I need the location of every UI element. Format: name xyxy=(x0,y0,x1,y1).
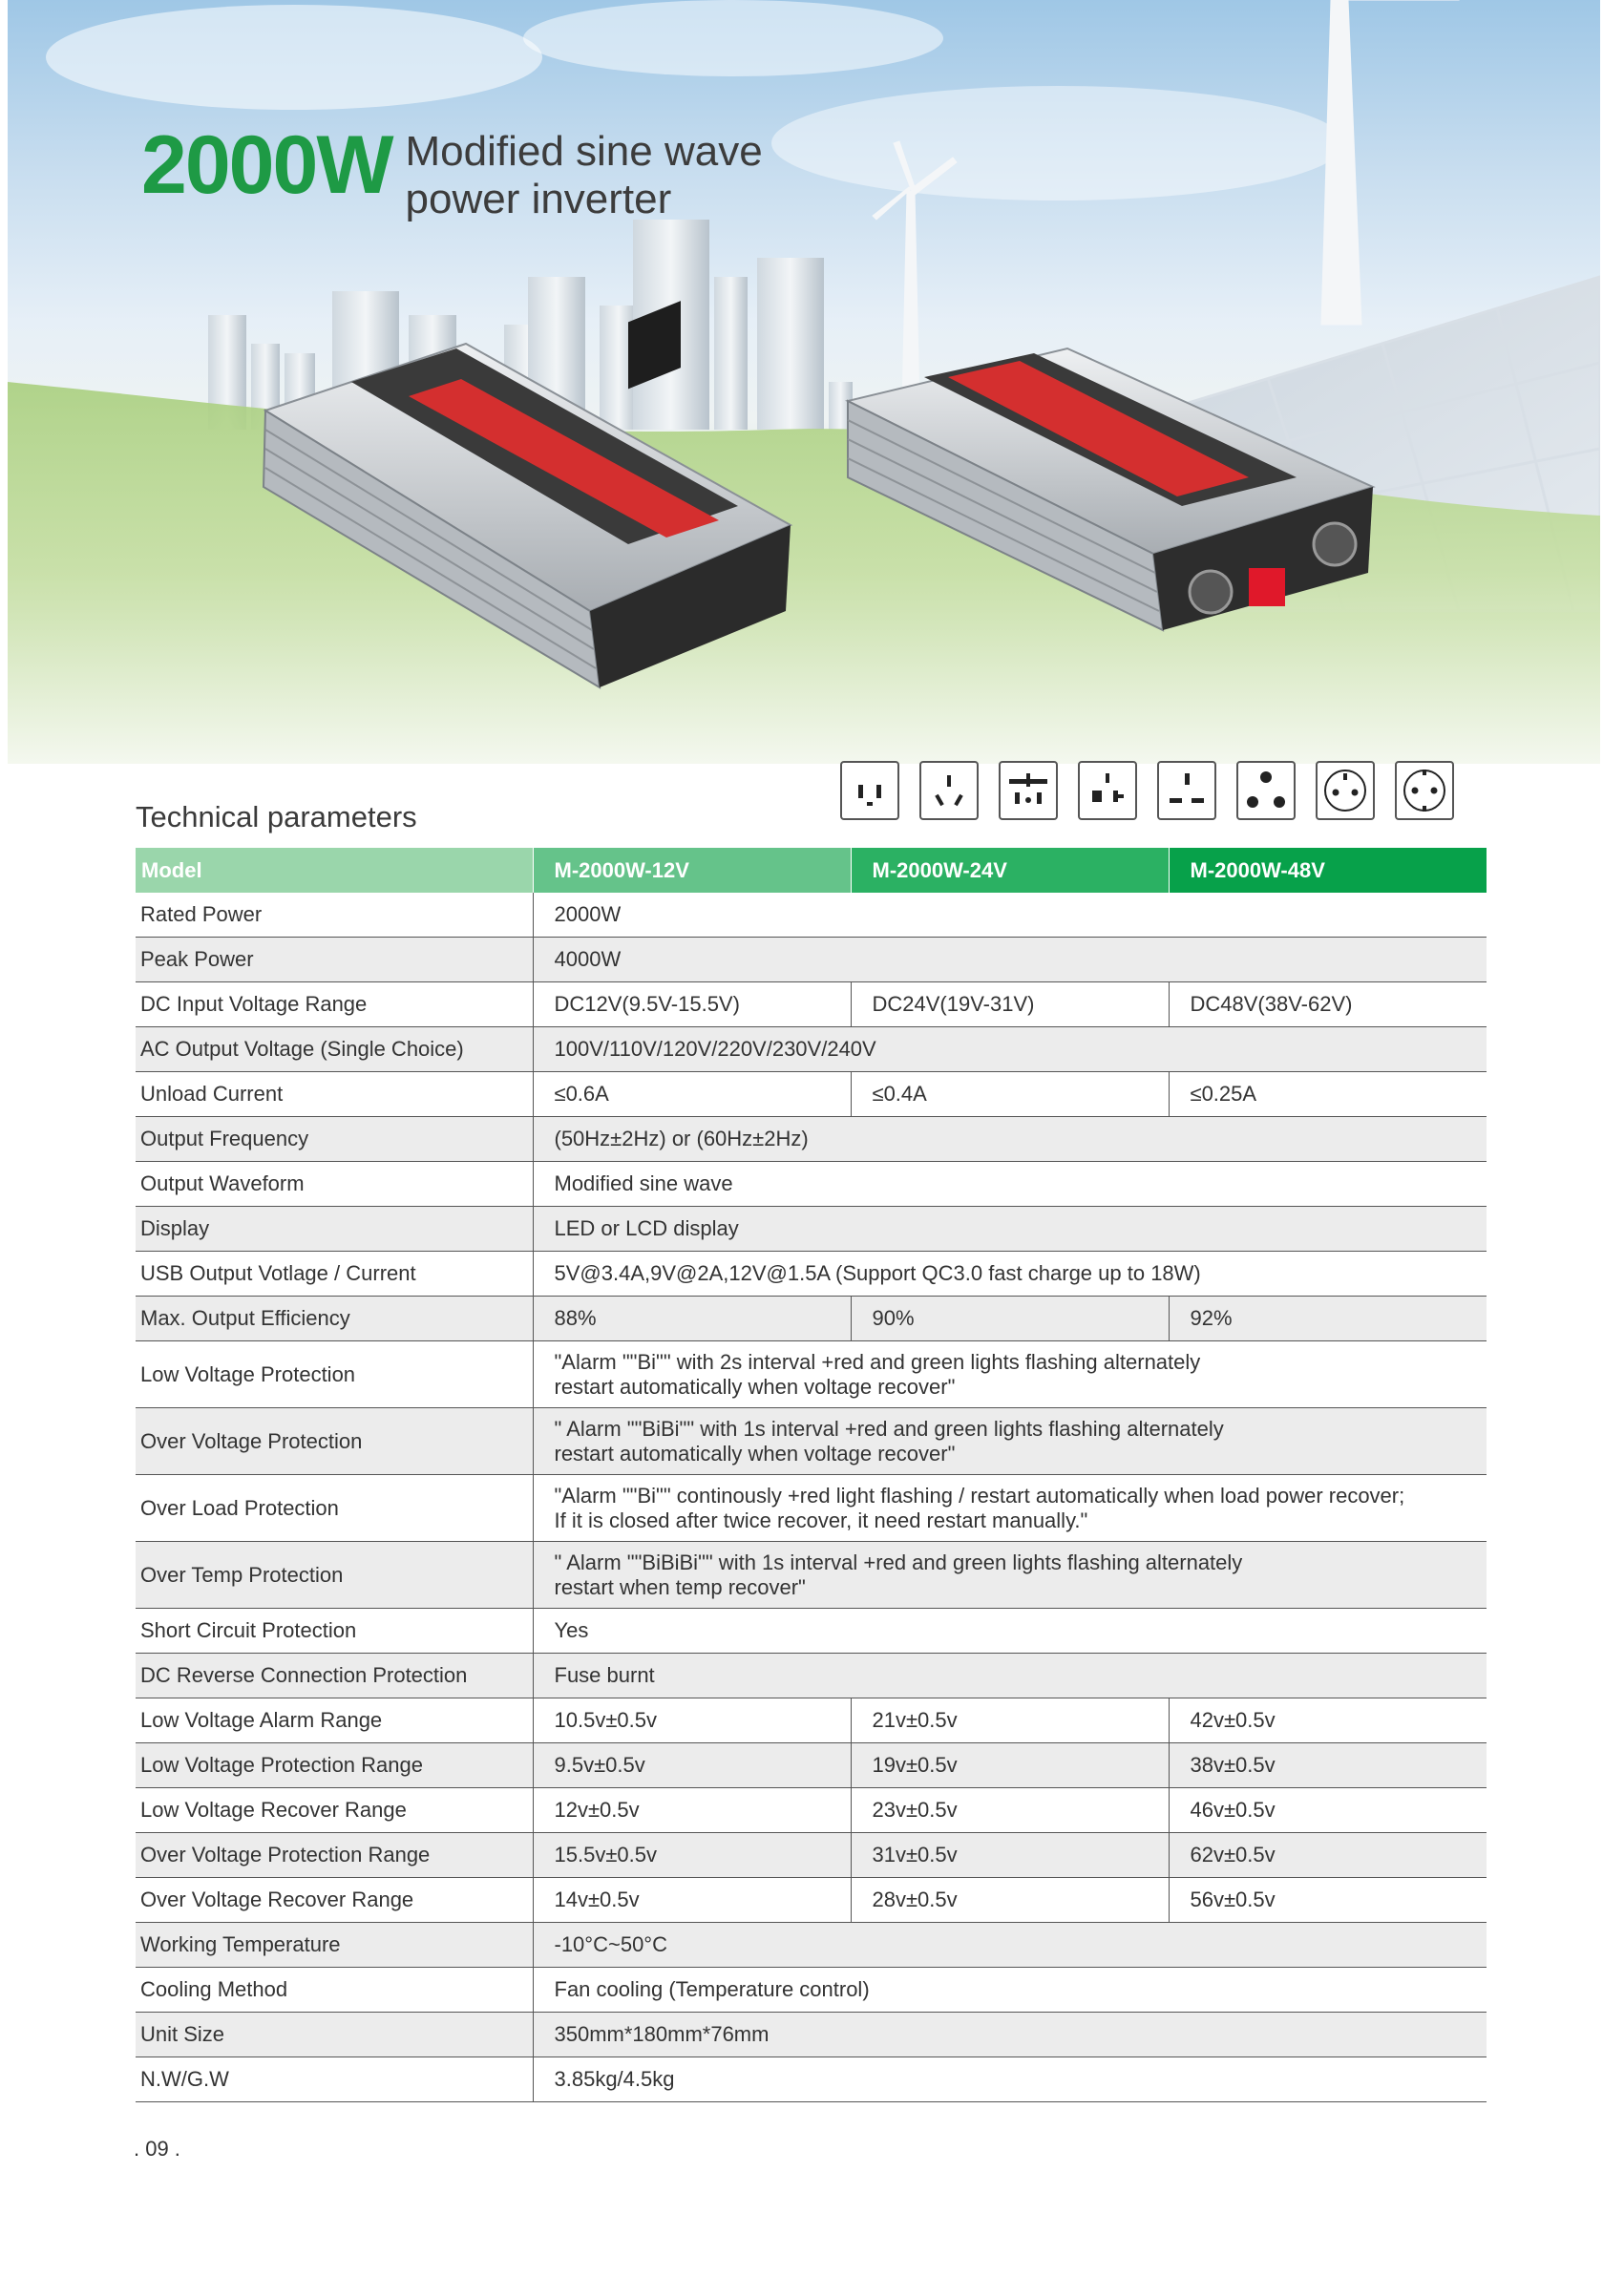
power-rating: 2000W xyxy=(141,119,392,211)
row-value-line-1: " Alarm ""BiBiBi"" with 1s interval +red and green lights flashing alternately xyxy=(554,1550,1243,1574)
row-value xyxy=(533,1341,1487,1408)
row-value-12v: 12v±0.5v xyxy=(533,1788,851,1833)
french-socket-icon xyxy=(1316,761,1375,820)
row-value-24v: 23v±0.5v xyxy=(851,1788,1169,1833)
uk-socket-icon xyxy=(1157,761,1216,820)
row-label: DC Reverse Connection Protection xyxy=(136,1654,533,1698)
row-label: N.W/G.W xyxy=(136,2057,533,2102)
row-label: Over Load Protection xyxy=(136,1475,533,1542)
table-row xyxy=(136,1878,1487,1923)
row-value: 2000W xyxy=(533,893,1487,938)
header-48v: M-2000W-48V xyxy=(1169,848,1487,893)
row-value-line-1: "Alarm ""Bi"" with 2s interval +red and green lights flashing alternately xyxy=(554,1349,1201,1374)
hero-illustration xyxy=(8,0,1600,764)
us-socket-icon xyxy=(840,761,899,820)
row-value: 350mm*180mm*76mm xyxy=(533,2013,1487,2057)
row-label: Unit Size xyxy=(136,2013,533,2057)
table-row xyxy=(136,1788,1487,1833)
row-value-12v: 14v±0.5v xyxy=(533,1878,851,1923)
table-row xyxy=(136,1027,1487,1072)
row-value xyxy=(533,1475,1487,1542)
row-value-12v: ≤0.6A xyxy=(533,1072,851,1117)
row-value-24v: 31v±0.5v xyxy=(851,1833,1169,1878)
row-label: Working Temperature xyxy=(136,1923,533,1968)
row-label: Low Voltage Recover Range xyxy=(136,1788,533,1833)
row-value-48v: 62v±0.5v xyxy=(1169,1833,1487,1878)
socket-icons xyxy=(840,761,1454,820)
table-row xyxy=(136,1968,1487,2013)
row-label: Cooling Method xyxy=(136,1968,533,2013)
row-label: Over Voltage Protection xyxy=(136,1408,533,1475)
table-row xyxy=(136,1698,1487,1743)
table-row xyxy=(136,1207,1487,1252)
row-value-12v: 10.5v±0.5v xyxy=(533,1698,851,1743)
row-value: Yes xyxy=(533,1609,1487,1654)
table-row xyxy=(136,982,1487,1027)
row-value-line-2: If it is closed after twice recover, it need restart manually." xyxy=(554,1508,1088,1532)
row-label: USB Output Votlage / Current xyxy=(136,1252,533,1297)
row-value: 4000W xyxy=(533,938,1487,982)
row-value-24v: ≤0.4A xyxy=(851,1072,1169,1117)
row-label: Output Waveform xyxy=(136,1162,533,1207)
row-value-48v: 46v±0.5v xyxy=(1169,1788,1487,1833)
row-value-24v: 28v±0.5v xyxy=(851,1878,1169,1923)
table-row xyxy=(136,1475,1487,1542)
subtitle-line-2: power inverter xyxy=(405,176,672,222)
row-value-12v: 9.5v±0.5v xyxy=(533,1743,851,1788)
row-label: AC Output Voltage (Single Choice) xyxy=(136,1027,533,1072)
row-value-line-1: "Alarm ""Bi"" continously +red light flashing / restart automatically when load power recover; xyxy=(554,1483,1405,1508)
row-value: Fan cooling (Temperature control) xyxy=(533,1968,1487,2013)
row-value-24v: 90% xyxy=(851,1297,1169,1341)
subtitle-line-1: Modified sine wave xyxy=(405,128,763,175)
row-value: 5V@3.4A,9V@2A,12V@1.5A (Support QC3.0 fast charge up to 18W) xyxy=(533,1252,1487,1297)
table-row xyxy=(136,1117,1487,1162)
header-model: Model xyxy=(136,848,533,893)
row-value-48v: DC48V(38V-62V) xyxy=(1169,982,1487,1027)
table-row xyxy=(136,2057,1487,2102)
row-label: Display xyxy=(136,1207,533,1252)
row-label: Short Circuit Protection xyxy=(136,1609,533,1654)
table-row xyxy=(136,1297,1487,1341)
row-value: 100V/110V/120V/220V/230V/240V xyxy=(533,1027,1487,1072)
row-label: Peak Power xyxy=(136,938,533,982)
row-value-48v: 56v±0.5v xyxy=(1169,1878,1487,1923)
table-row xyxy=(136,1341,1487,1408)
table-row xyxy=(136,1542,1487,1609)
hero-banner xyxy=(8,0,1600,764)
row-label: Over Voltage Protection Range xyxy=(136,1833,533,1878)
row-value: 3.85kg/4.5kg xyxy=(533,2057,1487,2102)
table-row xyxy=(136,1833,1487,1878)
header-24v: M-2000W-24V xyxy=(851,848,1169,893)
row-value-line-2: restart automatically when voltage recover" xyxy=(554,1374,956,1399)
row-value-24v: DC24V(19V-31V) xyxy=(851,982,1169,1027)
row-value-12v: 88% xyxy=(533,1297,851,1341)
row-value-48v: 42v±0.5v xyxy=(1169,1698,1487,1743)
row-label: DC Input Voltage Range xyxy=(136,982,533,1027)
table-row xyxy=(136,1162,1487,1207)
table-row xyxy=(136,2013,1487,2057)
table-row xyxy=(136,1654,1487,1698)
spec-table xyxy=(136,848,1487,2102)
row-value-line-1: " Alarm ""BiBi"" with 1s interval +red and green lights flashing alternately xyxy=(554,1416,1224,1441)
headline xyxy=(141,119,763,223)
table-row xyxy=(136,938,1487,982)
section-title: Technical parameters xyxy=(136,800,417,833)
table-row xyxy=(136,1252,1487,1297)
row-label: Low Voltage Protection Range xyxy=(136,1743,533,1788)
row-value xyxy=(533,1408,1487,1475)
row-value-line-2: restart when temp recover" xyxy=(554,1574,806,1599)
row-value: Fuse burnt xyxy=(533,1654,1487,1698)
header-12v: M-2000W-12V xyxy=(533,848,851,893)
row-label: Unload Current xyxy=(136,1072,533,1117)
product-subtitle xyxy=(406,128,763,223)
row-value-48v: 92% xyxy=(1169,1297,1487,1341)
table-row xyxy=(136,1408,1487,1475)
row-value: LED or LCD display xyxy=(533,1207,1487,1252)
table-header-row xyxy=(136,848,1487,893)
row-label: Over Temp Protection xyxy=(136,1542,533,1609)
table-row xyxy=(136,1072,1487,1117)
row-value: -10°C~50°C xyxy=(533,1923,1487,1968)
row-value-12v: DC12V(9.5V-15.5V) xyxy=(533,982,851,1027)
australia-socket-icon xyxy=(919,761,979,820)
row-value-24v: 21v±0.5v xyxy=(851,1698,1169,1743)
row-value-12v: 15.5v±0.5v xyxy=(533,1833,851,1878)
row-value: Modified sine wave xyxy=(533,1162,1487,1207)
schuko-socket-icon xyxy=(1395,761,1454,820)
page-number: . 09 . xyxy=(134,2137,180,2161)
universal-socket-icon xyxy=(999,761,1058,820)
table-row xyxy=(136,1609,1487,1654)
table-row xyxy=(136,893,1487,938)
table-row xyxy=(136,1743,1487,1788)
row-value xyxy=(533,1542,1487,1609)
swiss-socket-icon xyxy=(1236,761,1296,820)
row-label: Max. Output Efficiency xyxy=(136,1297,533,1341)
row-label: Output Frequency xyxy=(136,1117,533,1162)
row-label: Rated Power xyxy=(136,893,533,938)
row-value-48v: ≤0.25A xyxy=(1169,1072,1487,1117)
row-value-48v: 38v±0.5v xyxy=(1169,1743,1487,1788)
row-label: Low Voltage Protection xyxy=(136,1341,533,1408)
row-value-24v: 19v±0.5v xyxy=(851,1743,1169,1788)
row-label: Low Voltage Alarm Range xyxy=(136,1698,533,1743)
row-value: (50Hz±2Hz) or (60Hz±2Hz) xyxy=(533,1117,1487,1162)
table-row xyxy=(136,1923,1487,1968)
universal-socket-icon-2 xyxy=(1078,761,1137,820)
row-value-line-2: restart automatically when voltage recover" xyxy=(554,1441,956,1466)
row-label: Over Voltage Recover Range xyxy=(136,1878,533,1923)
